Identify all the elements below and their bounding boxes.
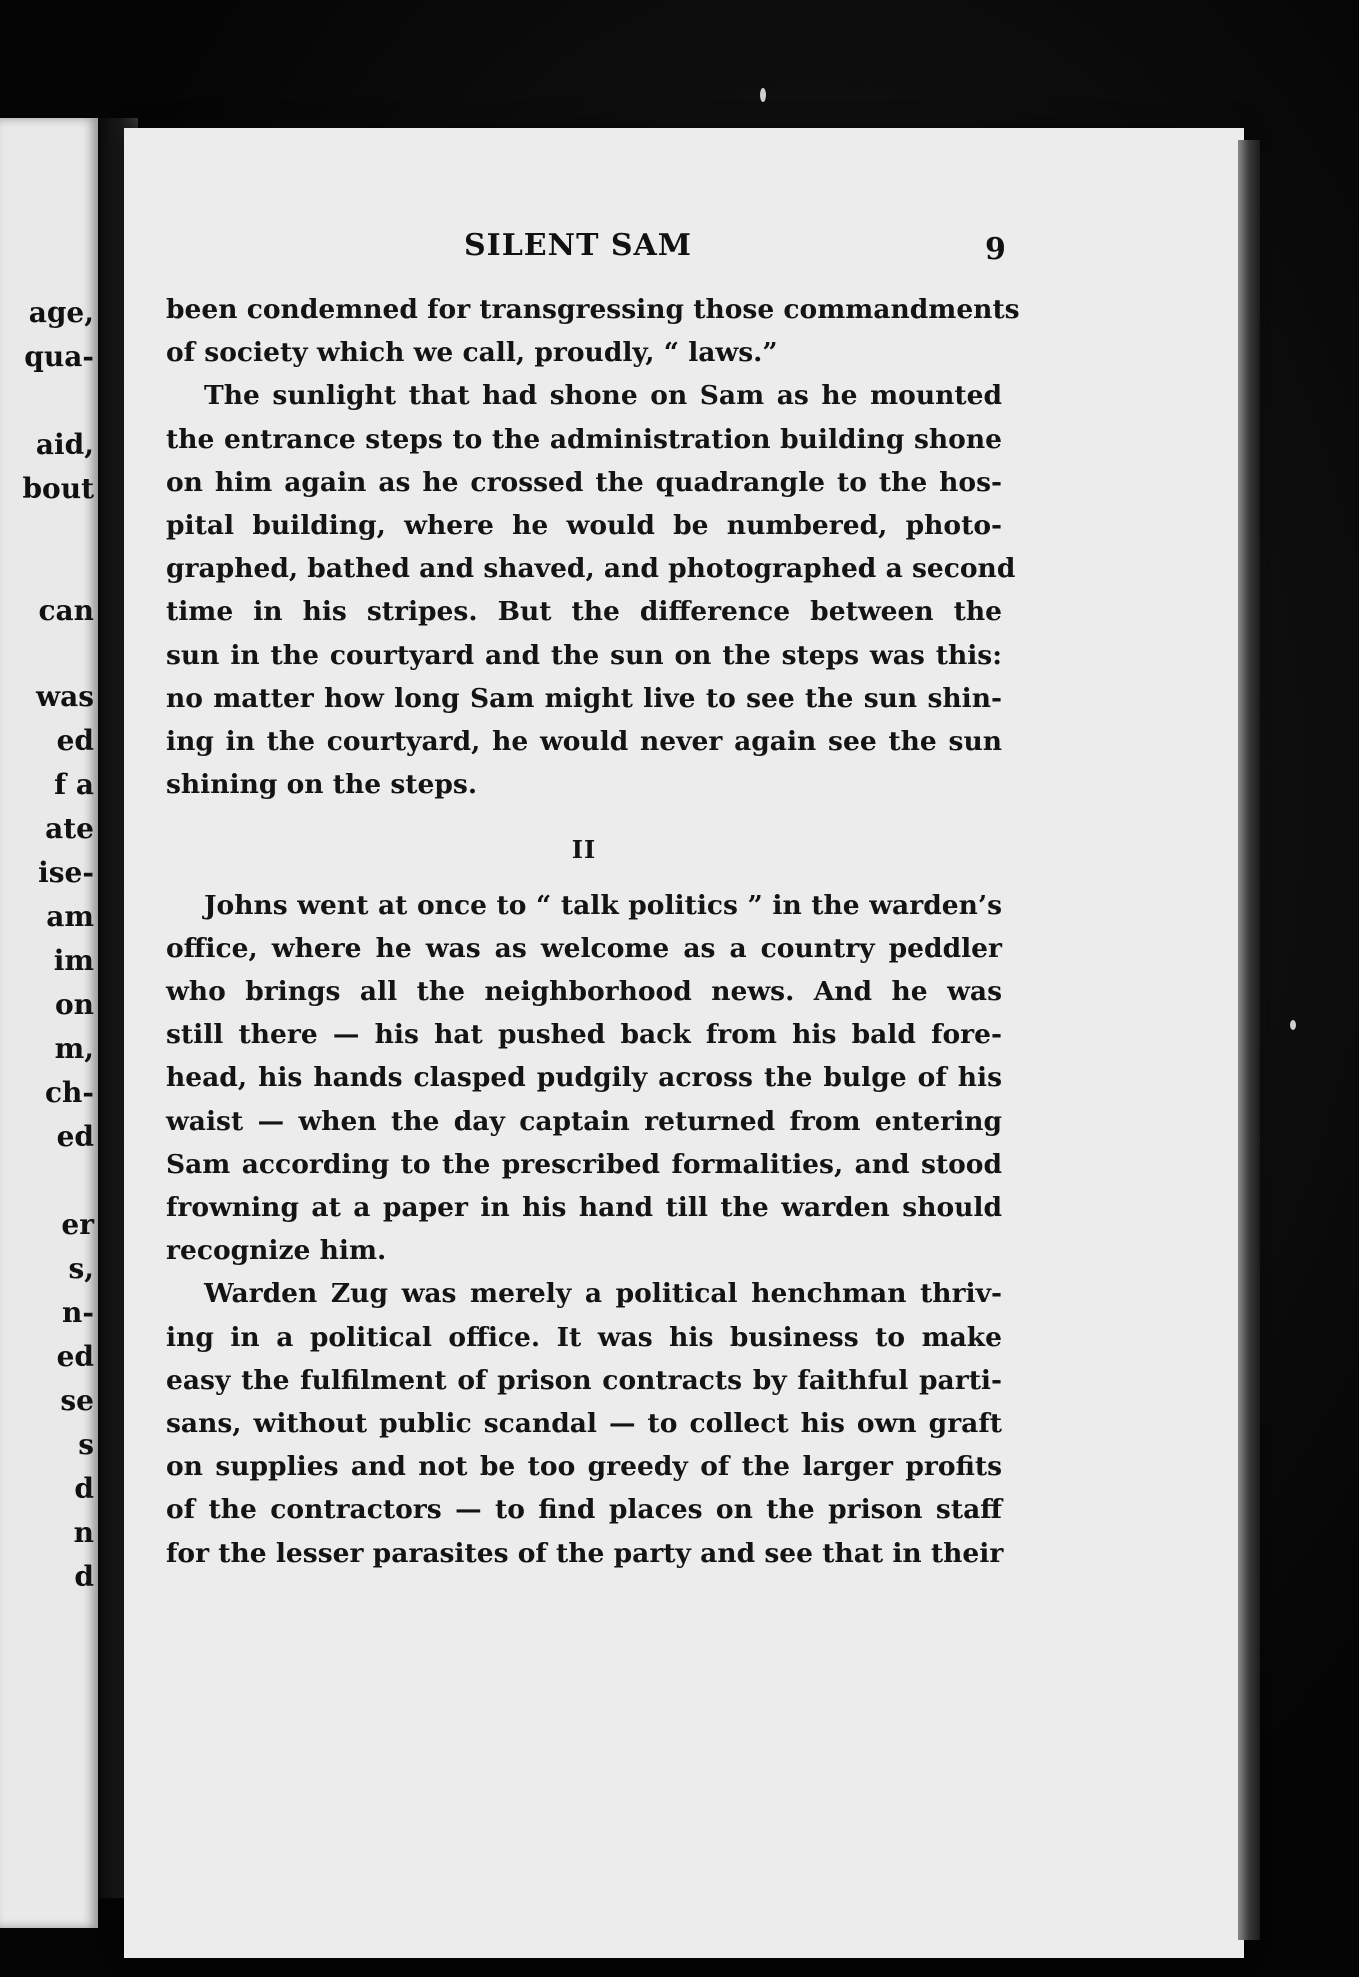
facing-page-text-fragment: ed bbox=[56, 1340, 94, 1373]
facing-page-text-fragment: qua- bbox=[24, 340, 94, 373]
text-line: the entrance steps to the administration building shone bbox=[166, 423, 1002, 455]
paragraph-3 bbox=[166, 884, 1002, 1273]
facing-page-text-fragment: ate bbox=[45, 812, 94, 845]
facing-page-text-fragment: ise- bbox=[38, 856, 94, 889]
text-line: no matter how long Sam might live to see the sun shin- bbox=[166, 682, 1002, 714]
text-line: who brings all the neighborhood news. And he was bbox=[166, 976, 1002, 1008]
text-line: Warden Zug was merely a political henchman thriv- bbox=[204, 1278, 1002, 1310]
text-line: office, where he was as welcome as a country peddler bbox=[166, 932, 1002, 964]
facing-page-text-fragment: n bbox=[73, 1516, 94, 1549]
text-line: pital building, where he would be numbered, photo- bbox=[166, 510, 1002, 542]
text-line: waist — when the day captain returned from entering bbox=[166, 1105, 1002, 1137]
text-line: on him again as he crossed the quadrangle to the hos- bbox=[166, 466, 1002, 498]
facing-page-text-fragment: am bbox=[46, 900, 94, 933]
page-number: 9 bbox=[985, 232, 1006, 267]
facing-page-text-fragment: er bbox=[61, 1208, 94, 1241]
paragraph-1 bbox=[166, 288, 1020, 374]
facing-page-text-fragment: m, bbox=[54, 1032, 94, 1065]
facing-page-text-fragment: n- bbox=[62, 1296, 94, 1329]
text-line: been condemned for transgressing those commandments bbox=[166, 294, 1020, 325]
text-line: ing in the courtyard, he would never again see the sun bbox=[166, 726, 1002, 758]
text-line: for the lesser parasites of the party and see that in their bbox=[166, 1537, 1004, 1569]
facing-page-text-fragment: ed bbox=[56, 724, 94, 757]
page-body-text bbox=[166, 288, 1020, 1575]
scan-speck bbox=[1290, 1020, 1296, 1030]
text-line: time in his stripes. But the difference between the bbox=[166, 596, 1002, 628]
text-line: sans, without public scandal — to collect his own graft bbox=[166, 1408, 1002, 1440]
facing-page-text-fragment: d bbox=[74, 1472, 94, 1505]
text-line: Sam according to the prescribed formalities, and stood bbox=[166, 1148, 1002, 1180]
text-line: graphed, bathed and shaved, and photographed a second bbox=[166, 553, 1016, 585]
facing-page-text-fragment: s bbox=[78, 1428, 94, 1461]
running-head-title: SILENT SAM bbox=[464, 228, 692, 263]
facing-page-text-fragment: s, bbox=[68, 1252, 94, 1285]
text-line: recognize him. bbox=[166, 1235, 387, 1267]
facing-page-edge bbox=[0, 118, 98, 1928]
text-line: of the contractors — to find places on the prison staff bbox=[166, 1494, 1002, 1526]
text-line: shining on the steps. bbox=[166, 769, 478, 801]
text-line: on supplies and not be too greedy of the larger profits bbox=[166, 1451, 1002, 1483]
text-line: frowning at a paper in his hand till the warden should bbox=[166, 1192, 1002, 1224]
paragraph-2 bbox=[166, 374, 1016, 806]
paragraph-4 bbox=[166, 1272, 1002, 1574]
facing-page-text-fragment: ch- bbox=[44, 1076, 94, 1109]
facing-page-text-fragment: d bbox=[74, 1560, 94, 1593]
scan-speck bbox=[760, 88, 766, 102]
facing-page-text-fragment: on bbox=[54, 988, 94, 1021]
facing-page-text-fragment: im bbox=[53, 944, 94, 977]
facing-page-text-fragment: can bbox=[38, 594, 94, 627]
text-line: still there — his hat pushed back from his bald fore- bbox=[166, 1019, 1002, 1051]
text-line: easy the fulfilment of prison contracts by faithful parti- bbox=[166, 1364, 1002, 1396]
text-line: of society which we call, proudly, “ laws.” bbox=[166, 337, 778, 369]
facing-page-text-fragment: aid, bbox=[35, 428, 94, 461]
facing-page-text-fragment: ed bbox=[56, 1120, 94, 1153]
text-line: ing in a political office. It was his business to make bbox=[166, 1321, 1002, 1353]
page-edge bbox=[1238, 140, 1260, 1940]
facing-page-text-fragment: se bbox=[60, 1384, 94, 1417]
text-line: Johns went at once to “ talk politics ” in the warden’s bbox=[204, 889, 1002, 921]
section-number: II bbox=[571, 835, 597, 865]
facing-page-text-fragment: bout bbox=[22, 472, 94, 505]
text-line: The sunlight that had shone on Sam as he mounted bbox=[204, 380, 1002, 412]
facing-page-text-fragment: age, bbox=[28, 296, 94, 329]
text-line: sun in the courtyard and the sun on the steps was this: bbox=[166, 639, 1002, 671]
facing-page-text-fragment: f a bbox=[54, 768, 94, 801]
facing-page-text-fragment: was bbox=[35, 680, 94, 713]
text-line: head, his hands clasped pudgily across the bulge of his bbox=[166, 1062, 1002, 1094]
